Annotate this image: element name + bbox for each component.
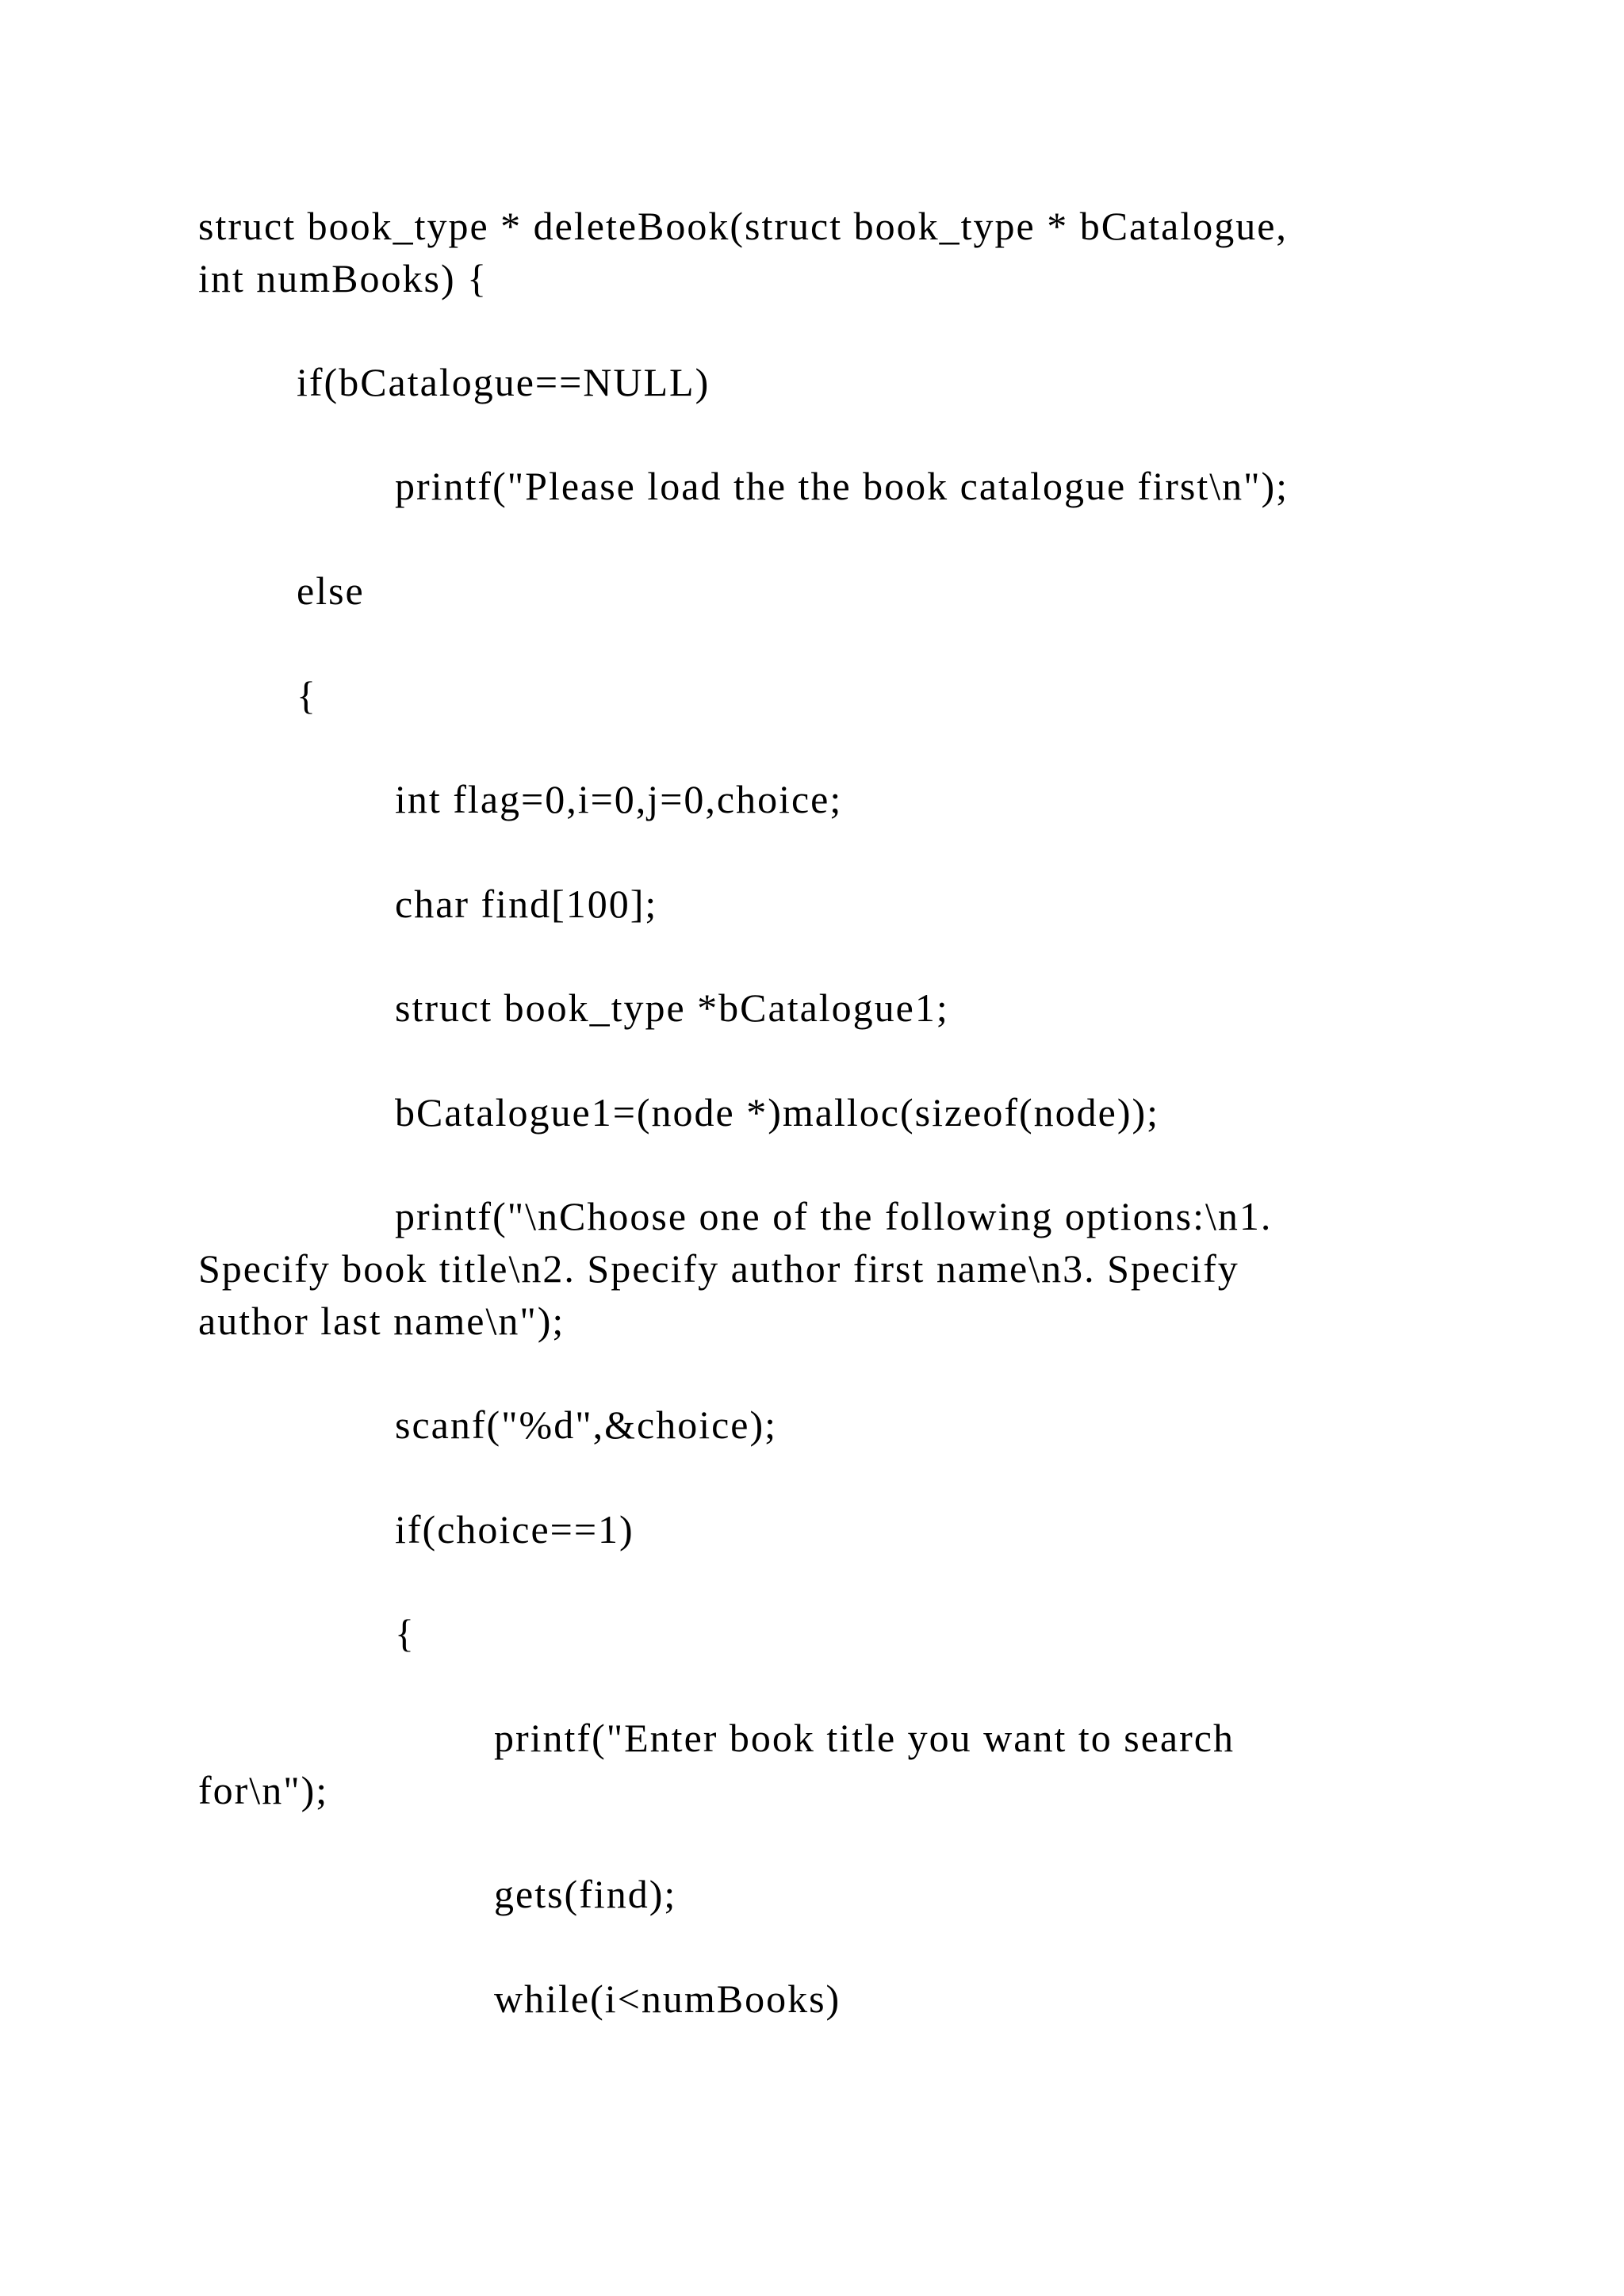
code-line: { (395, 1611, 416, 1655)
code-line: scanf("%d",&choice); (395, 1402, 778, 1447)
code-line: if(bCatalogue==NULL) (297, 360, 710, 404)
code-line: while(i<numBooks) (494, 1976, 841, 2021)
code-line: author last name\n"); (198, 1299, 565, 1343)
code-line: if(choice==1) (395, 1507, 634, 1552)
code-line: gets(find); (494, 1872, 677, 1916)
code-line: Specify book title\n2. Specify author first name\n3. Specify (198, 1246, 1239, 1291)
code-line: int numBooks) { (198, 256, 488, 300)
code-line: printf("\nChoose one of the following options:\n1. (395, 1194, 1273, 1238)
code-line: int flag=0,i=0,j=0,choice; (395, 777, 843, 821)
code-line: char find[100]; (395, 882, 658, 926)
code-line: struct book_type * deleteBook(struct book_type * bCatalogue, (198, 204, 1288, 248)
code-line: bCatalogue1=(node *)malloc(sizeof(node)); (395, 1090, 1160, 1135)
code-line: for\n"); (198, 1768, 329, 1812)
code-line: { (297, 673, 317, 718)
code-line: printf("Please load the the book catalogue first\n"); (395, 464, 1289, 508)
code-line: struct book_type *bCatalogue1; (395, 985, 949, 1030)
code-line: else (297, 568, 365, 613)
code-line: printf("Enter book title you want to search (494, 1716, 1235, 1760)
